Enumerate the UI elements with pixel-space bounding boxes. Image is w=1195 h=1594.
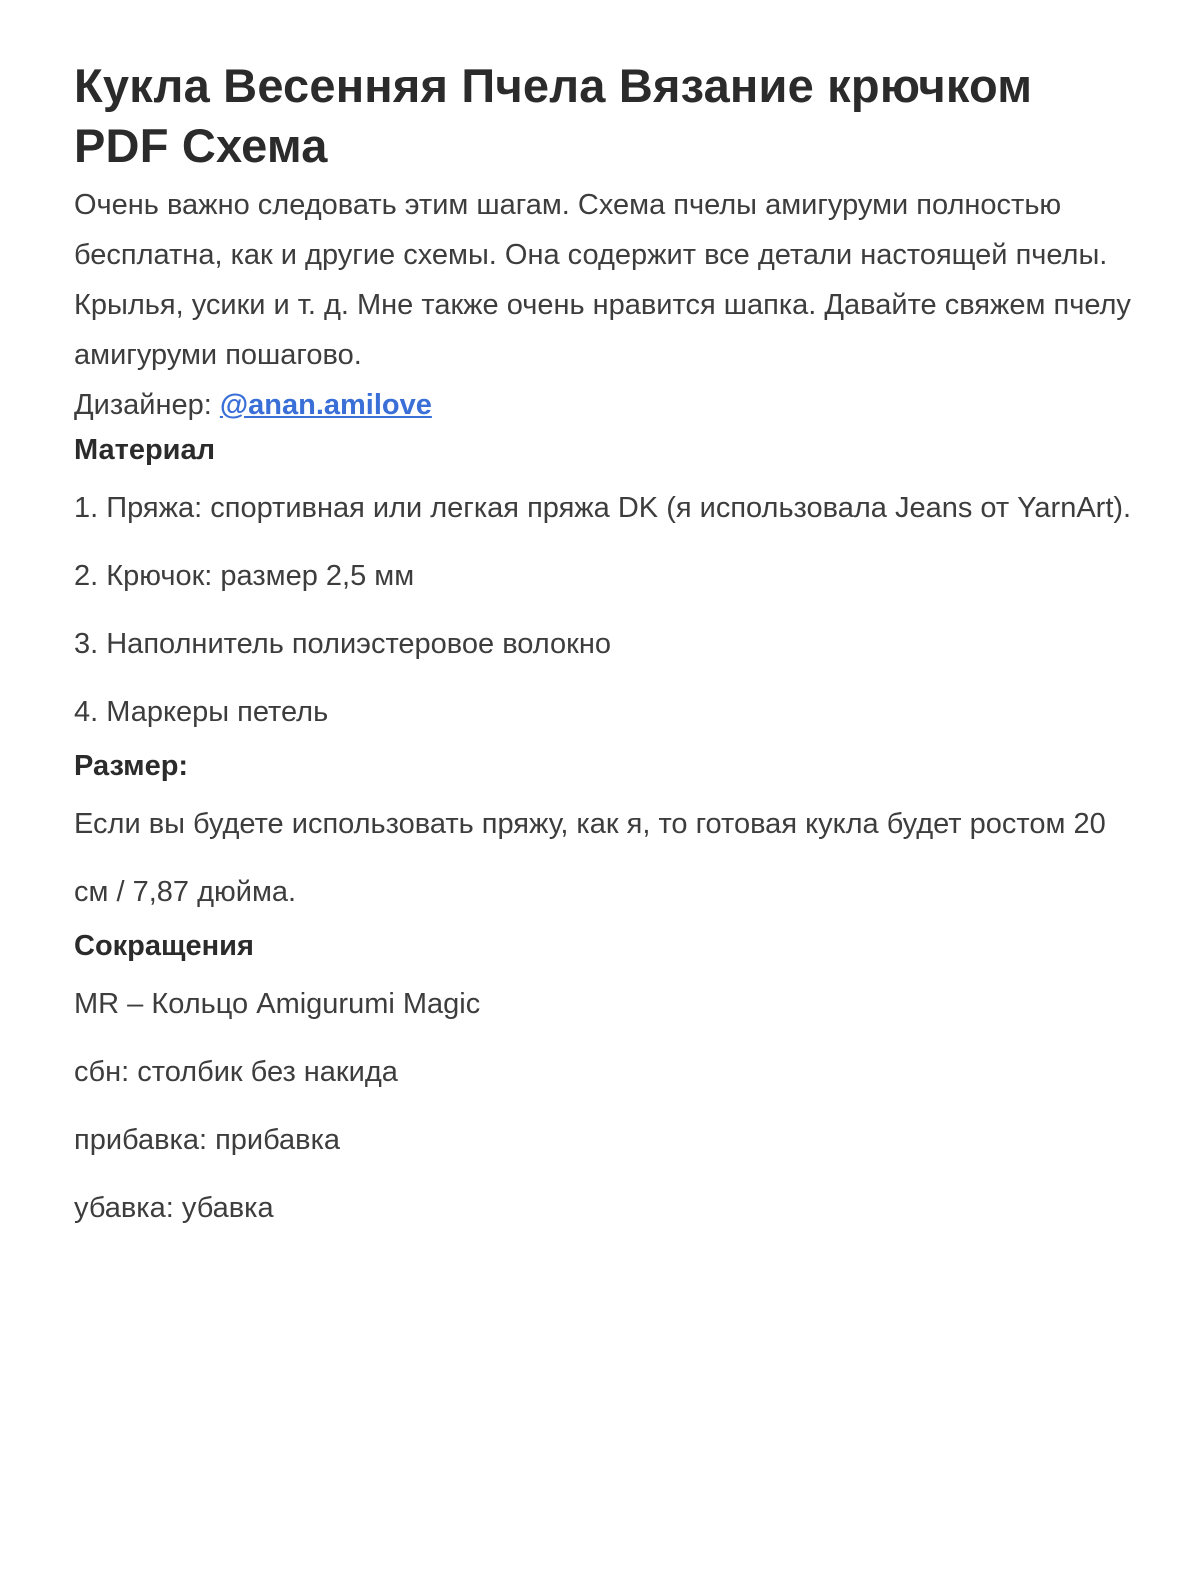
material-item-markers: 4. Маркеры петель bbox=[74, 696, 329, 728]
material-list bbox=[74, 474, 1135, 746]
material-heading: Материал bbox=[74, 434, 216, 466]
size-heading: Размер: bbox=[74, 750, 189, 782]
abbreviation-item-mr: MR – Кольцо Amigurumi Magic bbox=[74, 988, 481, 1020]
material-item-stuffing: 3. Наполнитель полиэстеровое волокно bbox=[74, 628, 611, 660]
abbreviation-item-inc: прибавка: прибавка bbox=[74, 1124, 341, 1156]
abbreviation-item-dec: убавка: убавка bbox=[74, 1192, 274, 1224]
size-text: Если вы будете использовать пряжу, как я, то готовая кукла будет ростом 20 см / 7,87 дюйма. bbox=[74, 808, 1106, 908]
material-item-yarn: 1. Пряжа: спортивная или легкая пряжа DK (я использовала Jeans от YarnArt). bbox=[74, 492, 1132, 524]
designer-label: Дизайнер: bbox=[74, 389, 220, 421]
designer-link[interactable]: @anan.amilove bbox=[219, 389, 432, 421]
material-item-hook: 2. Крючок: размер 2,5 мм bbox=[74, 560, 415, 592]
abbreviations-list bbox=[74, 970, 1135, 1242]
abbreviations-heading: Сокращения bbox=[74, 930, 254, 962]
abbreviation-item-sc: сбн: столбик без накида bbox=[74, 1056, 398, 1088]
page-title: Кукла Весенняя Пчела Вязание крючком PDF Схема bbox=[74, 59, 1033, 172]
designer-line bbox=[74, 380, 1135, 430]
intro-paragraph: Очень важно следовать этим шагам. Схема пчелы амигуруми полностью бесплатна, как и другие схемы. Она содержит все детали настоящей пчелы. Крылья, усики и т. д. Мне также очень нравится шапка. Давайте свяжем пчелу амигуруми пошагово. bbox=[74, 189, 1131, 371]
